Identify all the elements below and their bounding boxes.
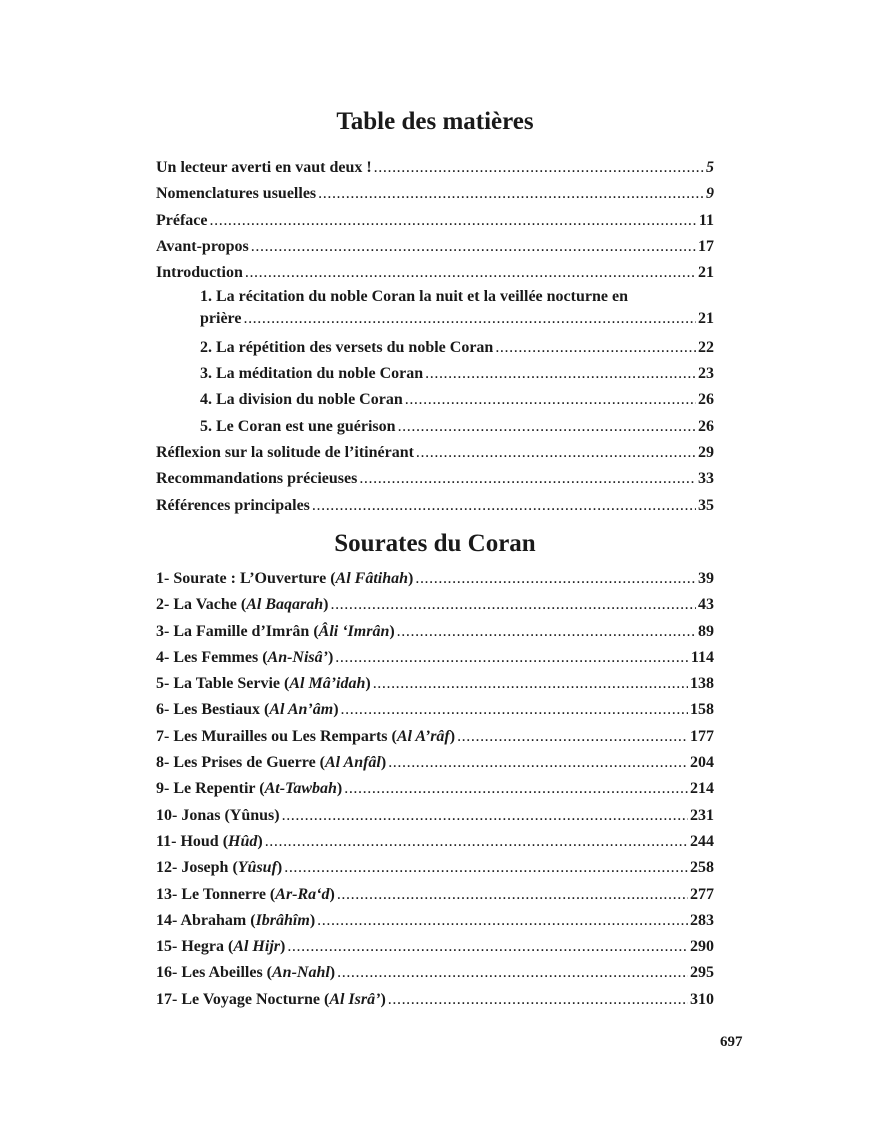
sourate-arabic-name: Al Baqarah [246,596,324,614]
closing-paren: ) [327,648,334,666]
closing-paren: ) [333,701,339,719]
entry-page: 21 [698,264,714,282]
closing-paren: ) [257,832,263,850]
toc-subentry[interactable] [156,286,714,334]
sourate-arabic-name: Âli ‘Imrân [318,622,390,640]
closing-paren: ) [323,596,329,614]
sourate-french-name: 15- Hegra ( [156,938,234,956]
sourate-page: 214 [690,780,714,798]
dot-leader [337,882,688,908]
sourate-label [156,645,333,671]
toc-subentry[interactable] [156,387,714,413]
dot-leader [265,829,688,855]
sourate-label [156,619,395,645]
sourate-entry[interactable] [156,803,714,829]
sourate-page: 231 [690,806,714,824]
sourate-arabic-name: Al Fâtihah [335,570,409,587]
entry-page: 11 [698,211,714,229]
toc-subentry[interactable] [156,335,714,361]
sourate-french-name: 11- Houd ( [156,832,229,850]
entry-label: Recommandations précieuses [156,470,358,488]
entry-label: 2. La répétition des versets du noble Coran [200,338,494,356]
entry-label: Un lecteur averti en vaut deux ! [156,159,372,176]
sourate-label [156,724,455,750]
sourate-entry[interactable] [156,829,714,855]
dot-leader [397,619,696,645]
sourate-page: 295 [690,964,714,982]
entry-page: 22 [698,338,714,356]
sourate-label [156,855,282,881]
toc-entry[interactable] [156,260,714,286]
dot-leader [245,260,696,286]
sourate-french-name: 8- Les Prises de Guerre ( [156,754,325,772]
sourate-arabic-name: Ibrâhîm [255,911,310,929]
dot-leader [330,592,696,618]
entry-page: 35 [698,496,714,514]
toc-entry[interactable] [156,181,714,207]
sourate-french-name: 6- Les Bestiaux ( [156,701,270,719]
sourate-label [156,908,315,934]
sourate-label [156,776,342,802]
entry-label: Préface [156,211,208,229]
sourate-entry[interactable] [156,908,714,934]
sourate-page: 258 [690,859,714,877]
entry-label: 4. La division du noble Coran [200,391,403,409]
sourate-arabic-name: Ar-Ra‘d [275,885,330,903]
sourate-page: 244 [690,832,714,850]
entry-page: 29 [698,443,714,461]
closing-paren: ) [449,727,456,745]
dot-leader [243,308,696,330]
sourate-page: 310 [690,990,714,1008]
sourate-page: 138 [690,675,714,693]
sourate-page: 114 [690,648,714,666]
entry-page: 33 [698,470,714,488]
toc-entry[interactable] [156,493,714,519]
dot-leader [457,724,688,750]
entry-page: 5 [706,159,714,176]
sourate-entry[interactable] [156,750,714,776]
sourate-entry[interactable] [156,987,714,1013]
dot-leader [318,181,704,207]
entry-page: 26 [698,391,714,409]
sourate-entry[interactable] [156,619,714,645]
dot-leader [425,361,696,387]
dot-leader [398,414,696,440]
sourate-french-name: 3- La Famille d’Imrân ( [156,622,319,640]
sourate-label [156,882,335,908]
sourate-page: 277 [690,885,714,903]
sourate-arabic-name: Yûsuf [237,859,277,877]
closing-paren: ) [309,911,316,929]
sourate-french-name: 17- Le Voyage Nocturne ( [156,990,330,1008]
sourates-list [156,566,714,1013]
dot-leader [374,155,704,181]
dot-leader [312,493,696,519]
closing-paren: ) [280,938,286,956]
dot-leader [210,208,697,234]
dot-leader [416,440,696,466]
toc-entry[interactable] [156,234,714,260]
toc-entry[interactable] [156,155,714,181]
entry-page: 17 [698,237,714,255]
sourate-arabic-name: Al An’âm [269,701,334,719]
dot-leader [388,750,688,776]
dot-leader [287,934,688,960]
toc-entry[interactable] [156,440,714,466]
dot-leader [317,908,688,934]
entry-page: 9 [706,185,714,203]
closing-paren: ) [380,990,386,1008]
entry-label: Introduction [156,264,243,282]
closing-paren: ) [380,754,387,772]
toc-entry[interactable] [156,466,714,492]
sourate-page: 89 [698,622,714,640]
dot-leader [405,387,696,413]
sourate-page: 283 [690,911,714,929]
toc-title: Table des matières [336,108,534,135]
dot-leader [284,855,688,881]
sourate-entry[interactable] [156,671,714,697]
dot-leader [495,335,696,361]
sourate-arabic-name: Al Hijr [233,938,280,956]
sourate-french-name: 7- Les Murailles ou Les Remparts ( [156,727,397,745]
entry-page: 23 [698,365,714,383]
toc-subentry[interactable] [156,361,714,387]
entry-label: 1. La récitation du noble Coran la nuit et la veillée nocturne en [200,288,628,306]
sourate-french-name: 2- La Vache ( [156,596,247,614]
toc-entry[interactable] [156,208,714,234]
sourate-french-name: 9- Le Repentir ( [156,780,265,798]
closing-paren: ) [365,675,371,693]
sourate-label [156,987,386,1013]
sourate-french-name: 10- Jonas ( [156,806,230,824]
sourate-label [156,566,413,592]
dot-leader [388,987,688,1013]
sourate-french-name: 16- Les Abeilles ( [156,964,272,982]
sourate-entry[interactable] [156,592,714,618]
entry-label: Nomenclatures usuelles [156,185,317,203]
sourate-entry[interactable] [156,697,714,723]
sourate-entry[interactable] [156,645,714,671]
sourate-label [156,750,386,776]
sourate-entry[interactable] [156,566,714,592]
sourate-page: 43 [698,596,714,614]
entry-label-continued: prière [200,310,242,328]
sourate-arabic-name: Al Isrâ’ [329,990,381,1008]
dot-leader [337,960,688,986]
sourate-label [156,671,371,697]
sourate-label [156,697,339,723]
entry-page: 21 [698,310,714,328]
entry-label: Avant-propos [156,237,249,255]
entry-label: Références principales [156,496,310,514]
sourate-entry[interactable] [156,960,714,986]
closing-paren: ) [389,622,395,640]
dot-leader [344,776,688,802]
closing-paren: ) [329,885,335,903]
sourate-arabic-name: Yûnus [229,806,275,824]
sourate-arabic-name: Al A’râf [396,727,450,745]
entry-label: 5. Le Coran est une guérison [200,417,396,435]
dot-leader [359,466,696,492]
sourate-french-name: 14- Abraham ( [156,911,256,929]
closing-paren: ) [329,964,336,982]
sourate-page: 39 [698,570,714,587]
sourate-french-name: 1- Sourate : L’Ouverture ( [156,570,336,587]
sourate-entry[interactable] [156,882,714,908]
sourate-page: 290 [690,938,714,956]
sourate-page: 204 [690,754,714,772]
dot-leader [335,645,689,671]
page-number: 697 [720,1034,743,1050]
toc-list [156,155,714,519]
dot-leader [341,697,688,723]
sourate-label [156,934,285,960]
sourate-page: 158 [690,701,714,719]
toc-subentry[interactable] [156,414,714,440]
closing-paren: ) [336,780,343,798]
sourate-french-name: 5- La Table Servie ( [156,675,290,693]
sourate-french-name: 4- Les Femmes ( [156,648,268,666]
sourate-entry[interactable] [156,724,714,750]
closing-paren: ) [276,859,283,877]
sourate-entry[interactable] [156,855,714,881]
sourates-title: Sourates du Coran [334,530,536,557]
dot-leader [251,234,696,260]
sourate-french-name: 12- Joseph ( [156,859,238,877]
entry-label: 3. La méditation du noble Coran [200,365,424,383]
dot-leader [282,803,688,829]
dot-leader [373,671,688,697]
sourate-entry[interactable] [156,934,714,960]
sourate-arabic-name: At-Tawbah [264,780,337,798]
sourate-french-name: 13- Le Tonnerre ( [156,885,276,903]
entry-page: 26 [698,417,714,435]
sourate-arabic-name: Al Mâ’idah [289,675,366,693]
sourate-label [156,592,328,618]
sourate-page: 177 [690,727,714,745]
entry-label: Réflexion sur la solitude de l’itinérant [156,443,414,461]
sourate-label [156,960,335,986]
dot-leader [415,566,696,592]
sourate-entry[interactable] [156,776,714,802]
closing-paren: ) [274,806,280,824]
sourate-arabic-name: An-Nisâ’ [267,648,328,666]
sourate-label [156,829,263,855]
sourate-arabic-name: An-Nahl [272,964,330,982]
closing-paren: ) [408,570,414,587]
sourate-label [156,803,280,829]
sourate-arabic-name: Al Anfâl [325,754,381,772]
sourate-arabic-name: Hûd [228,832,258,850]
